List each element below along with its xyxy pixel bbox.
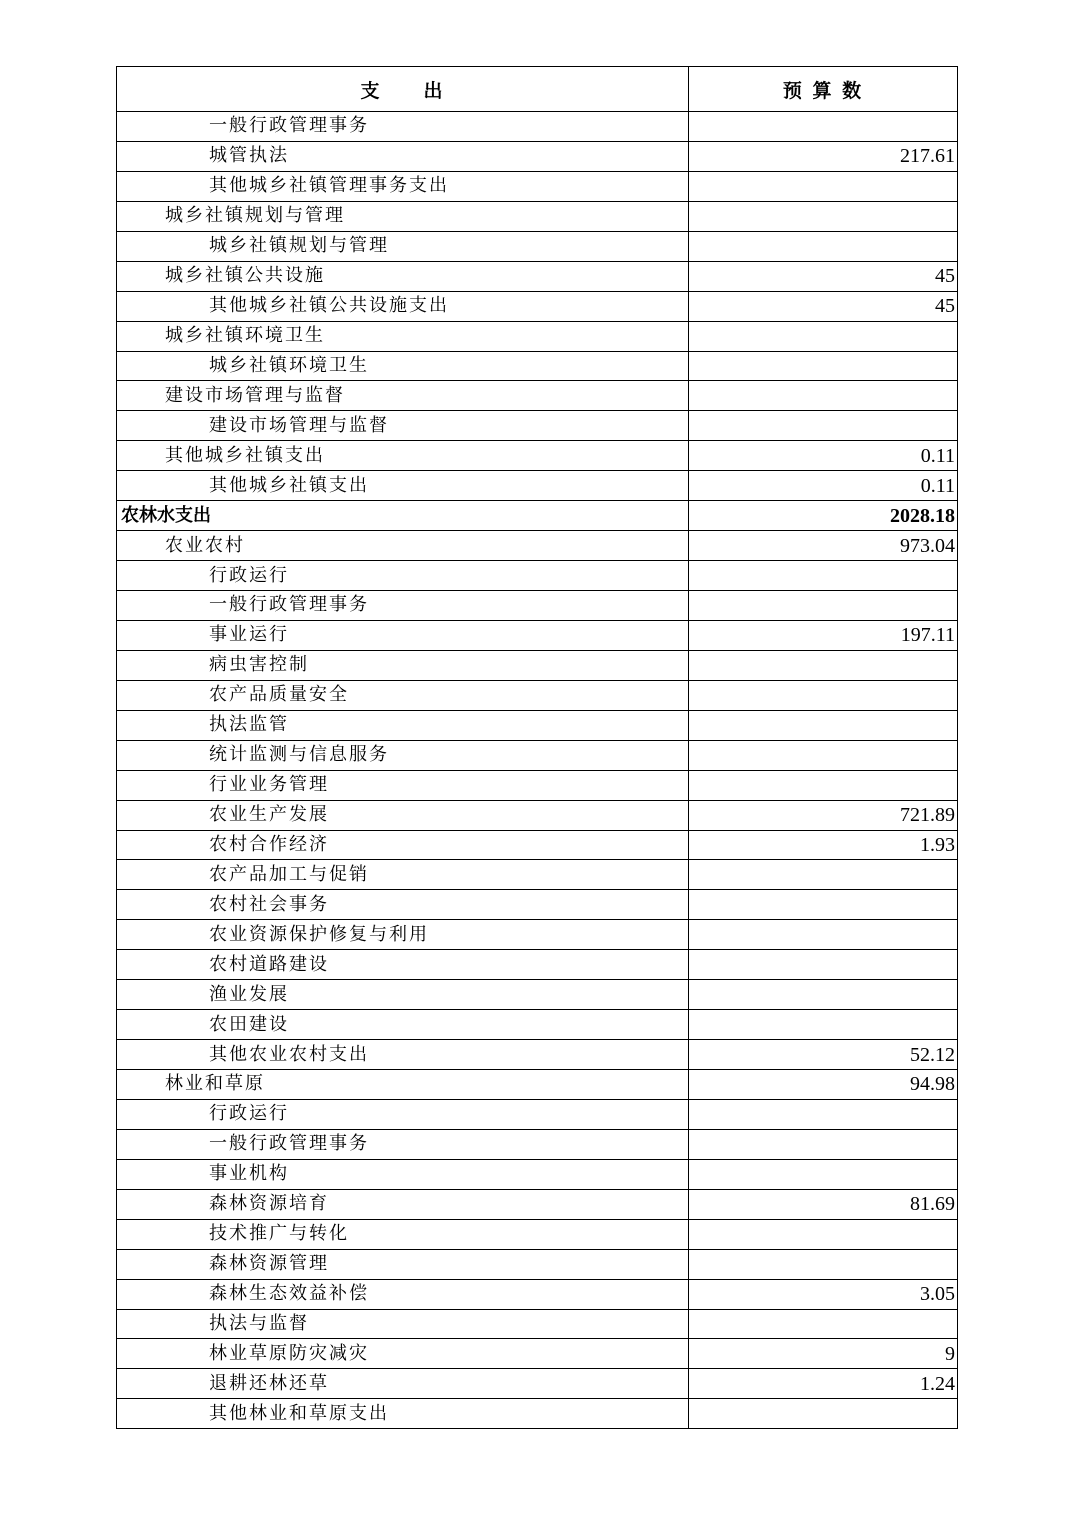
row-budget-value bbox=[689, 920, 958, 950]
row-item-name: 农林水支出 bbox=[117, 501, 689, 531]
row-item-name: 事业机构 bbox=[117, 1159, 689, 1189]
row-item-name: 执法监管 bbox=[117, 710, 689, 740]
row-budget-value bbox=[689, 321, 958, 351]
row-budget-value bbox=[689, 1129, 958, 1159]
row-item-name: 农村合作经济 bbox=[117, 830, 689, 860]
table-row bbox=[117, 1099, 958, 1129]
row-item-name: 城乡社镇规划与管理 bbox=[117, 231, 689, 261]
row-item-name: 农村社会事务 bbox=[117, 890, 689, 920]
table-row bbox=[117, 591, 958, 621]
table-row bbox=[117, 740, 958, 770]
table-row bbox=[117, 950, 958, 980]
row-budget-value bbox=[689, 201, 958, 231]
row-budget-value: 3.05 bbox=[689, 1279, 958, 1309]
row-budget-value: 1.93 bbox=[689, 830, 958, 860]
row-budget-value bbox=[689, 1099, 958, 1129]
row-budget-value bbox=[689, 561, 958, 591]
row-budget-value bbox=[689, 1309, 958, 1339]
row-budget-value bbox=[689, 231, 958, 261]
row-budget-value: 217.61 bbox=[689, 141, 958, 171]
row-budget-value bbox=[689, 411, 958, 441]
row-budget-value bbox=[689, 1399, 958, 1429]
table-row bbox=[117, 710, 958, 740]
row-item-name: 农业生产发展 bbox=[117, 800, 689, 830]
table-row bbox=[117, 620, 958, 650]
row-budget-value: 94.98 bbox=[689, 1070, 958, 1100]
table-row bbox=[117, 650, 958, 680]
table-row bbox=[117, 231, 958, 261]
row-budget-value: 45 bbox=[689, 261, 958, 291]
table-row bbox=[117, 680, 958, 710]
row-budget-value bbox=[689, 381, 958, 411]
row-budget-value bbox=[689, 770, 958, 800]
row-budget-value: 0.11 bbox=[689, 471, 958, 501]
row-budget-value bbox=[689, 710, 958, 740]
row-budget-value bbox=[689, 591, 958, 621]
row-item-name: 其他城乡社镇管理事务支出 bbox=[117, 171, 689, 201]
row-budget-value: 9 bbox=[689, 1339, 958, 1369]
row-budget-value: 0.11 bbox=[689, 441, 958, 471]
row-item-name: 一般行政管理事务 bbox=[117, 1129, 689, 1159]
table-row bbox=[117, 411, 958, 441]
table-row bbox=[117, 1129, 958, 1159]
row-item-name: 事业运行 bbox=[117, 620, 689, 650]
header-budget-amount: 预 算 数 bbox=[689, 67, 958, 112]
row-budget-value bbox=[689, 980, 958, 1010]
table-row bbox=[117, 441, 958, 471]
row-budget-value bbox=[689, 1219, 958, 1249]
row-item-name: 统计监测与信息服务 bbox=[117, 740, 689, 770]
table-row bbox=[117, 261, 958, 291]
row-item-name: 病虫害控制 bbox=[117, 650, 689, 680]
row-item-name: 渔业发展 bbox=[117, 980, 689, 1010]
table-row bbox=[117, 141, 958, 171]
table-row bbox=[117, 830, 958, 860]
table-row bbox=[117, 321, 958, 351]
row-item-name: 林业和草原 bbox=[117, 1070, 689, 1100]
row-item-name: 森林生态效益补偿 bbox=[117, 1279, 689, 1309]
row-budget-value bbox=[689, 351, 958, 381]
row-budget-value: 721.89 bbox=[689, 800, 958, 830]
row-budget-value bbox=[689, 1249, 958, 1279]
table-body bbox=[117, 112, 958, 1429]
row-item-name: 执法与监督 bbox=[117, 1309, 689, 1339]
row-item-name: 其他城乡社镇支出 bbox=[117, 441, 689, 471]
row-item-name: 技术推广与转化 bbox=[117, 1219, 689, 1249]
table-row bbox=[117, 920, 958, 950]
row-item-name: 其他林业和草原支出 bbox=[117, 1399, 689, 1429]
header-expenditure: 支 出 bbox=[117, 67, 689, 112]
row-budget-value bbox=[689, 650, 958, 680]
row-budget-value: 1.24 bbox=[689, 1369, 958, 1399]
row-item-name: 建设市场管理与监督 bbox=[117, 381, 689, 411]
table-row bbox=[117, 501, 958, 531]
row-item-name: 林业草原防灾减灾 bbox=[117, 1339, 689, 1369]
table-row bbox=[117, 1339, 958, 1369]
table-row bbox=[117, 1159, 958, 1189]
table-row bbox=[117, 1399, 958, 1429]
row-item-name: 一般行政管理事务 bbox=[117, 112, 689, 142]
row-budget-value: 45 bbox=[689, 291, 958, 321]
table-row bbox=[117, 890, 958, 920]
table-row bbox=[117, 1219, 958, 1249]
table-row bbox=[117, 1040, 958, 1070]
table-row bbox=[117, 112, 958, 142]
row-item-name: 农业农村 bbox=[117, 531, 689, 561]
table-row bbox=[117, 1279, 958, 1309]
table-row bbox=[117, 770, 958, 800]
row-budget-value bbox=[689, 1010, 958, 1040]
row-item-name: 其他城乡社镇公共设施支出 bbox=[117, 291, 689, 321]
row-budget-value bbox=[689, 171, 958, 201]
table-row bbox=[117, 531, 958, 561]
row-budget-value: 973.04 bbox=[689, 531, 958, 561]
row-item-name: 行政运行 bbox=[117, 1099, 689, 1129]
row-item-name: 一般行政管理事务 bbox=[117, 591, 689, 621]
table-row bbox=[117, 1189, 958, 1219]
row-budget-value: 2028.18 bbox=[689, 501, 958, 531]
table-row bbox=[117, 1010, 958, 1040]
budget-table bbox=[116, 66, 958, 1429]
row-budget-value: 197.11 bbox=[689, 620, 958, 650]
table-row bbox=[117, 471, 958, 501]
table-row bbox=[117, 561, 958, 591]
row-item-name: 城乡社镇规划与管理 bbox=[117, 201, 689, 231]
row-item-name: 行业业务管理 bbox=[117, 770, 689, 800]
row-item-name: 退耕还林还草 bbox=[117, 1369, 689, 1399]
row-budget-value bbox=[689, 740, 958, 770]
row-item-name: 森林资源培育 bbox=[117, 1189, 689, 1219]
row-budget-value bbox=[689, 950, 958, 980]
table-row bbox=[117, 381, 958, 411]
table-row bbox=[117, 171, 958, 201]
header-row bbox=[117, 67, 958, 112]
table-row bbox=[117, 351, 958, 381]
row-budget-value bbox=[689, 860, 958, 890]
table-row bbox=[117, 1249, 958, 1279]
table-row bbox=[117, 1309, 958, 1339]
row-budget-value: 52.12 bbox=[689, 1040, 958, 1070]
row-item-name: 农产品质量安全 bbox=[117, 680, 689, 710]
table-row bbox=[117, 201, 958, 231]
row-item-name: 农产品加工与促销 bbox=[117, 860, 689, 890]
row-budget-value bbox=[689, 112, 958, 142]
table-row bbox=[117, 1070, 958, 1100]
row-item-name: 城乡社镇环境卫生 bbox=[117, 321, 689, 351]
row-item-name: 森林资源管理 bbox=[117, 1249, 689, 1279]
row-item-name: 其他农业农村支出 bbox=[117, 1040, 689, 1070]
table-row bbox=[117, 800, 958, 830]
row-item-name: 城乡社镇公共设施 bbox=[117, 261, 689, 291]
row-item-name: 行政运行 bbox=[117, 561, 689, 591]
row-item-name: 农田建设 bbox=[117, 1010, 689, 1040]
row-budget-value: 81.69 bbox=[689, 1189, 958, 1219]
row-item-name: 农村道路建设 bbox=[117, 950, 689, 980]
table-row bbox=[117, 980, 958, 1010]
row-item-name: 其他城乡社镇支出 bbox=[117, 471, 689, 501]
row-item-name: 农业资源保护修复与利用 bbox=[117, 920, 689, 950]
table-row bbox=[117, 291, 958, 321]
row-budget-value bbox=[689, 680, 958, 710]
table-row bbox=[117, 1369, 958, 1399]
row-budget-value bbox=[689, 890, 958, 920]
row-item-name: 城管执法 bbox=[117, 141, 689, 171]
table-row bbox=[117, 860, 958, 890]
row-item-name: 城乡社镇环境卫生 bbox=[117, 351, 689, 381]
row-budget-value bbox=[689, 1159, 958, 1189]
row-item-name: 建设市场管理与监督 bbox=[117, 411, 689, 441]
